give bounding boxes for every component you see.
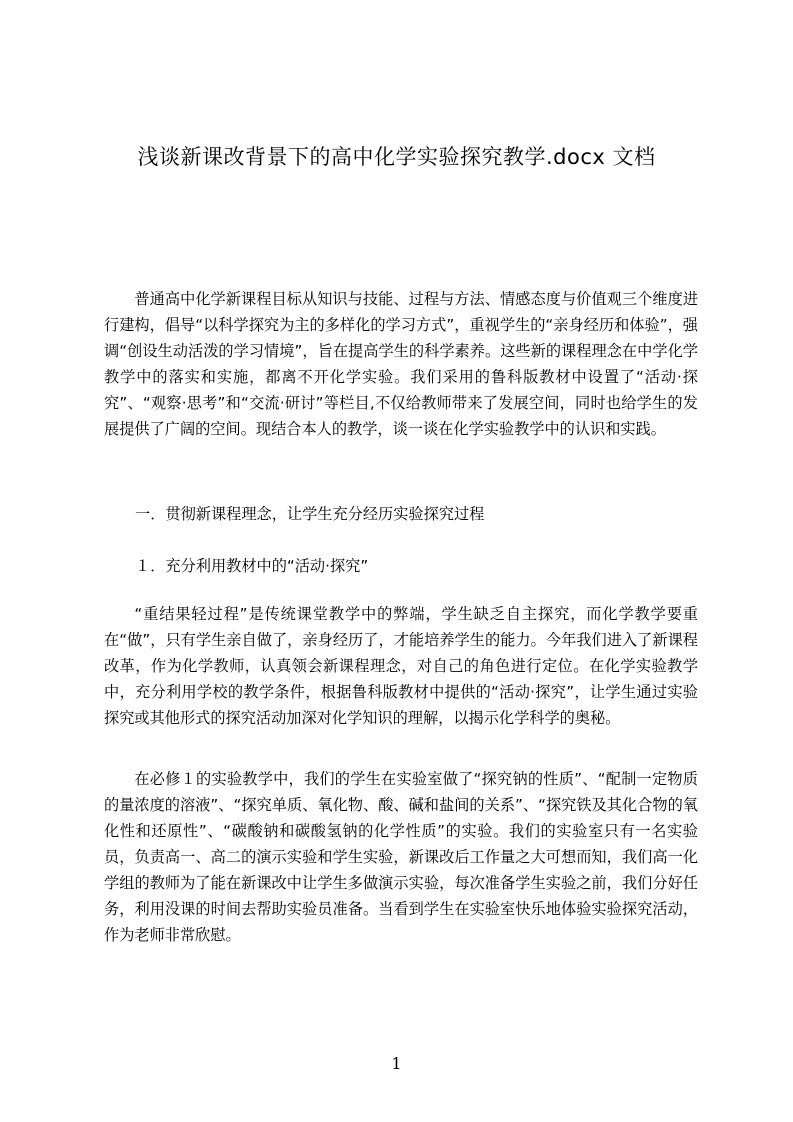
document-title: 浅谈新课改背景下的高中化学实验探究教学.docx 文档 [137,145,656,169]
subsection-heading-1: １．充分利用教材中的“活动·探究” [135,557,369,575]
section-heading-1: 一．贯彻新课程理念，让学生充分经历实验探究过程 [135,505,485,523]
body-paragraph-2: “重结果轻过程”是传统课堂教学中的弊端，学生缺乏自主探究，而化学教学要重在“做”，只有学生亲自做了，亲身经历了，才能培养学生的能力。今年我们进入了新课程改革，作为化学教师，认真领会新课程理念，对自己的角色进行定位。在化学实验教学中，充分利用学校的教学条件，根据鲁科版教材中提供的“活动·探究”，让学生通过实验探究或其他形式的探究活动加深对化学知识的理解，以揭示化学科学的奥秘。 [104,605,698,727]
body-paragraph-3: 在必修１的实验教学中，我们的学生在实验室做了“探究钠的性质”、“配制一定物质的量浓度的溶液”、“探究单质、氧化物、酸、碱和盐间的关系”、“探究铁及其化合物的氧化性和还原性”、“碳酸钠和碳酸氢钠的化学性质”的实验。我们的实验室只有一名实验员，负责高一、高二的演示实验和学生实验，新课改后工作量之大可想而知，我们高一化学组的教师为了能在新课改中让学生多做演示实验，每次准备学生实验之前，我们分好任务，利用没课的时间去帮助实验员准备。当看到学生在实验室快乐地体验实验探究活动，作为老师非常欣慰。 [104,770,698,944]
intro-paragraph: 普通高中化学新课程目标从知识与技能、过程与方法、情感态度与价值观三个维度进行建构，倡导“以科学探究为主的多样化的学习方式”，重视学生的“亲身经历和体验”，强调“创设生动活泼的学习情境”，旨在提高学生的科学素养。这些新的课程理念在中学化学教学中的落实和实施，都离不开化学实验。我们采用的鲁科版教材中设置了“活动·探究”、“观察·思考”和“交流·研讨”等栏目,不仅给教师带来了发展空间，同时也给学生的发展提供了广阔的空间。现结合本人的教学，谈一谈在化学实验教学中的认识和实践。 [104,290,698,438]
page-number: 1 [391,1054,402,1073]
